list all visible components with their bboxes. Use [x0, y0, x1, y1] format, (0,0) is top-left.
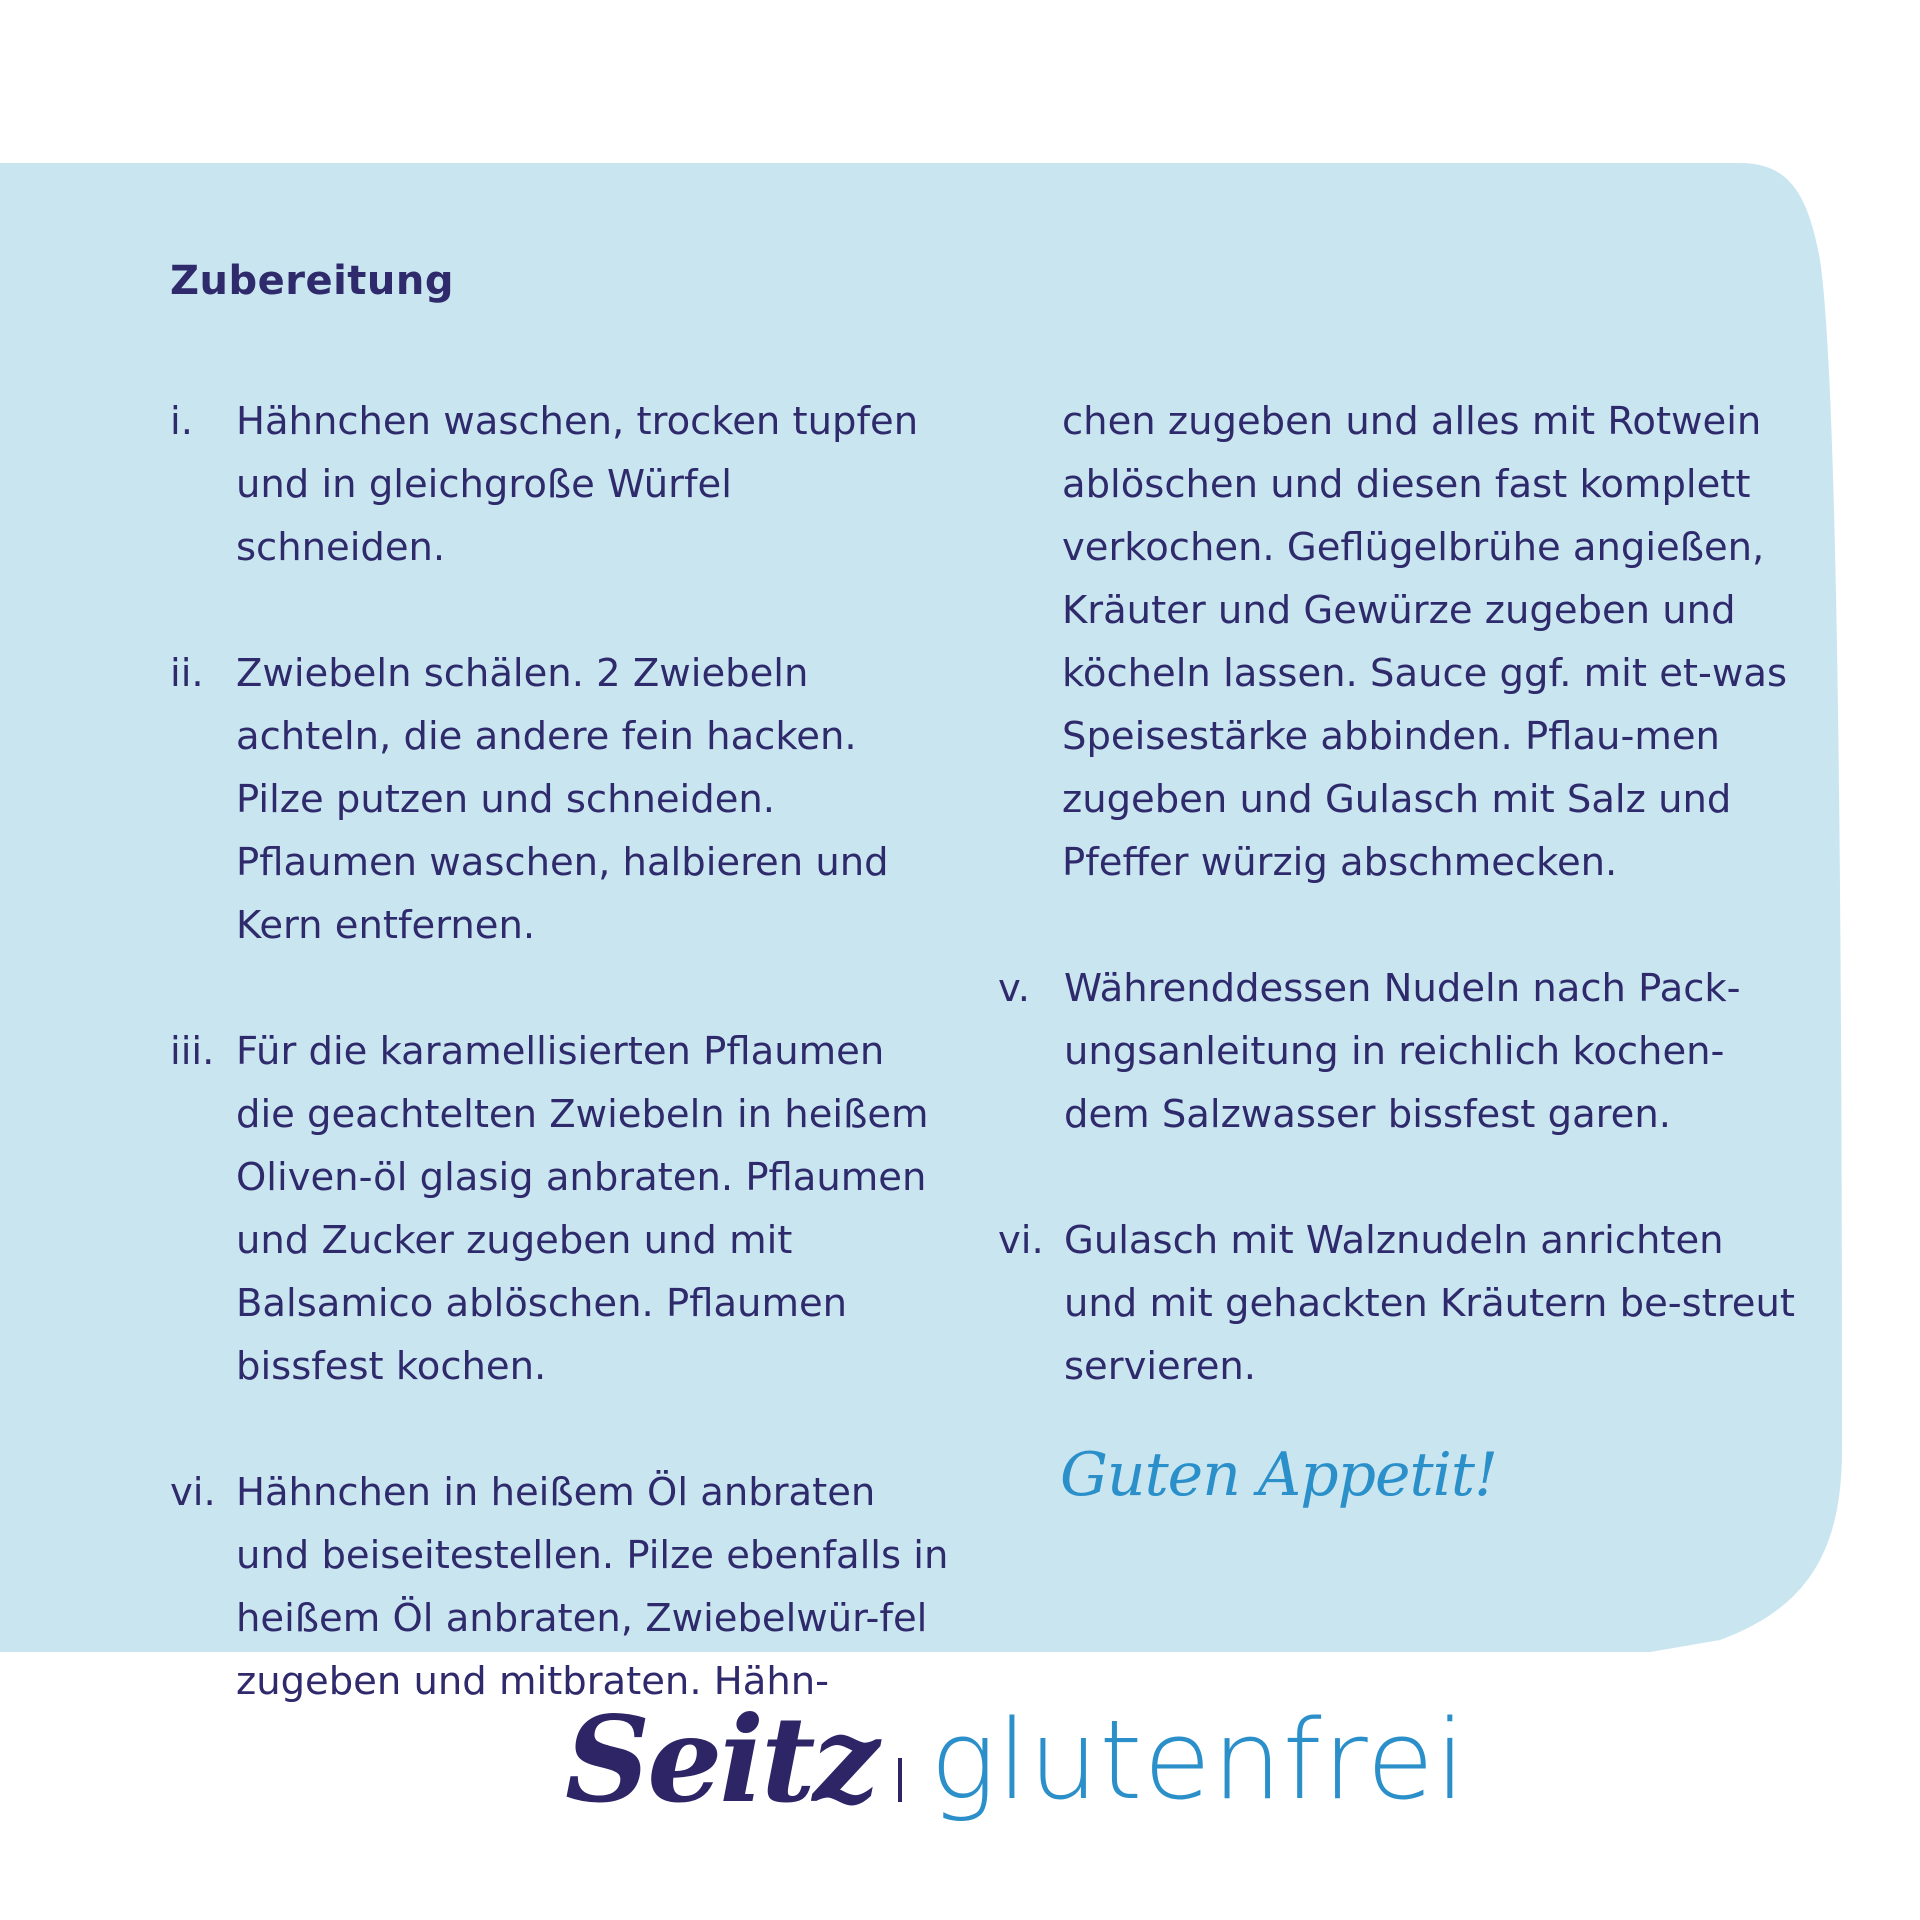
- step-text: Für die karamellisierten Pflaumen die geachtelten Zwiebeln in heißem Oliven-öl glasig anbraten. Pflaumen und Zucker zugeben und mit Balsamico ablöschen. Pflaumen bissfest kochen.: [236, 1029, 929, 1389]
- logo-brand-name: Seitz: [565, 1690, 877, 1829]
- step-number: ii.: [170, 651, 204, 696]
- steps-left-column: [170, 390, 950, 1776]
- step-item: [170, 642, 950, 957]
- step-item: [170, 390, 950, 579]
- step-item: [170, 1461, 950, 1713]
- steps-right-column: [998, 390, 1798, 1461]
- logo-product-name: glutenfrei: [930, 1696, 1467, 1824]
- step-text: Gulasch mit Walznudeln anrichten und mit gehackten Kräutern be-streut servieren.: [1064, 1218, 1795, 1389]
- step-text: Hähnchen in heißem Öl anbraten und beiseitestellen. Pilze ebenfalls in heißem Öl anbraten, Zwiebelwür-fel zugeben und mitbraten. Hähn-: [236, 1470, 949, 1704]
- step-item: [998, 1209, 1798, 1398]
- step-text: Zwiebeln schälen. 2 Zwiebeln achteln, die andere fein hacken. Pilze putzen und schneiden. Pflaumen waschen, halbieren und Kern entfernen.: [236, 651, 889, 948]
- step-number: iii.: [170, 1029, 215, 1074]
- logo-separator: [898, 1758, 902, 1802]
- brand-logo: [0, 1690, 1920, 1829]
- step-item: [170, 1020, 950, 1398]
- step-continuation-text: chen zugeben und alles mit Rotwein ablöschen und diesen fast komplett verkochen. Geflügelbrühe angießen, Kräuter und Gewürze zugeben und köcheln lassen. Sauce ggf. mit et-was Speisestärke abbinden. Pflau-men zugeben und Gulasch mit Salz und Pfeffer würzig abschmecken.: [1062, 399, 1788, 885]
- section-title: Zubereitung: [170, 258, 455, 304]
- step-number: vi.: [998, 1218, 1044, 1263]
- step-item: [998, 957, 1798, 1146]
- step-number: vi.: [170, 1470, 216, 1515]
- step-text: Währenddessen Nudeln nach Pack-ungsanleitung in reichlich kochen-dem Salzwasser bissfest garen.: [1064, 966, 1741, 1137]
- step-number: v.: [998, 966, 1031, 1011]
- step-text: Hähnchen waschen, trocken tupfen und in gleichgroße Würfel schneiden.: [236, 399, 919, 570]
- step-number: i.: [170, 399, 193, 444]
- closing-script-text: Guten Appetit!: [1060, 1440, 1498, 1510]
